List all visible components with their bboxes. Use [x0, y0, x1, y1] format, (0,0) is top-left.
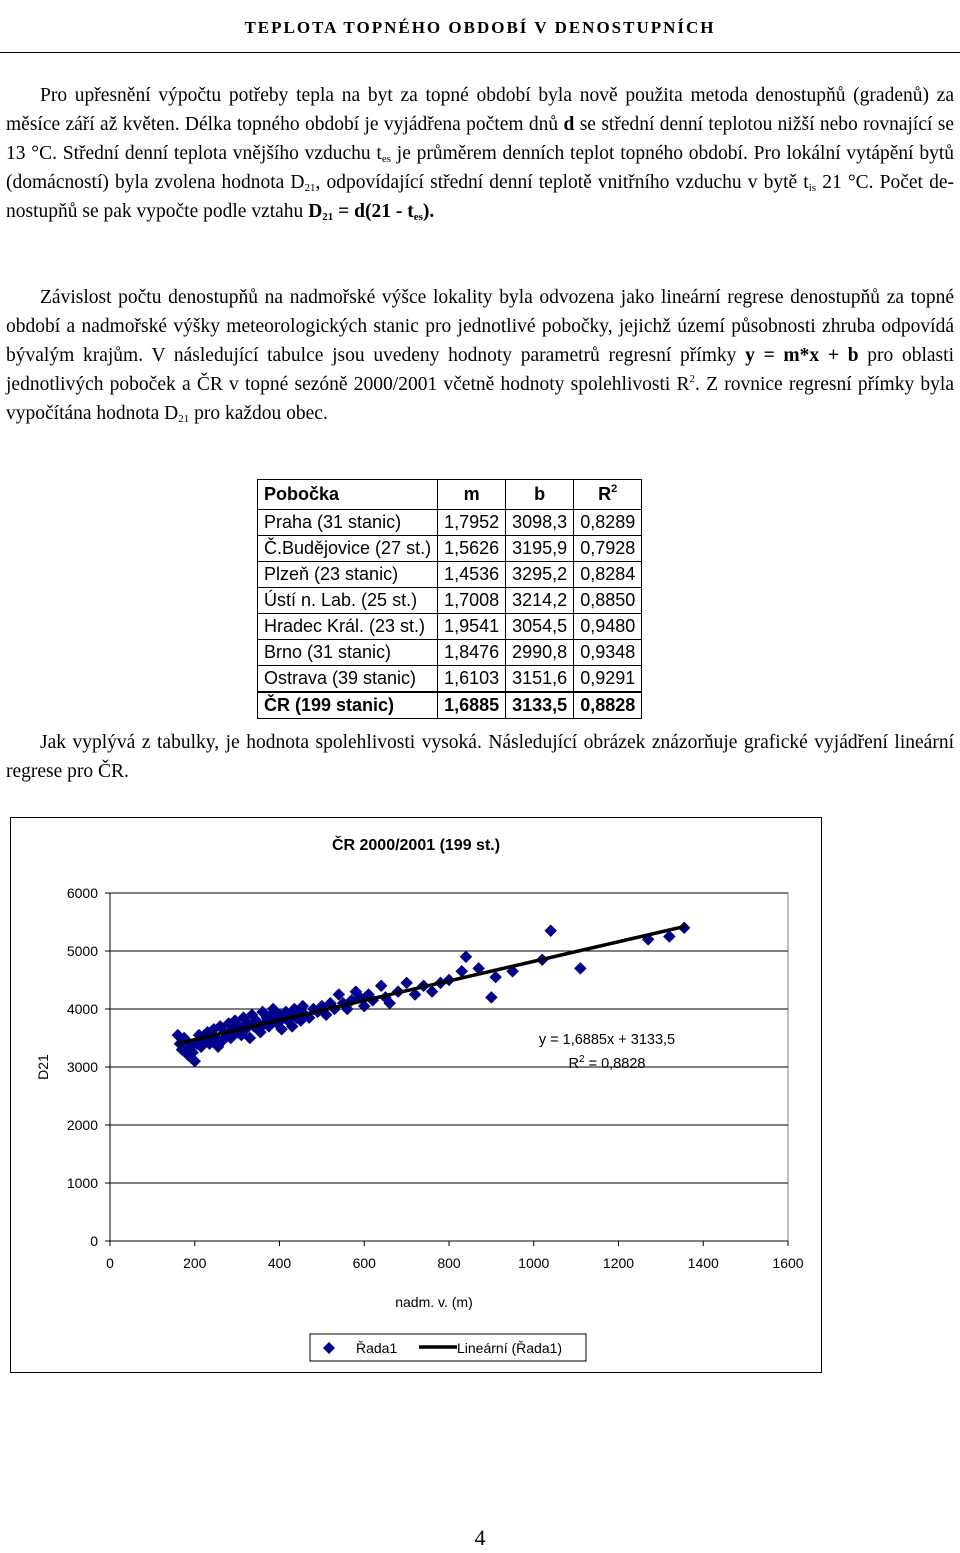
r2-sup: 2	[579, 1054, 585, 1065]
table-header-row	[258, 480, 642, 510]
paragraph-regression	[6, 283, 954, 428]
formula-d: D	[308, 201, 323, 222]
p1-formula	[308, 201, 434, 222]
p2-sup-2: 2	[689, 373, 695, 385]
r-sup: 2	[611, 483, 618, 495]
cell-m: 1,9541	[438, 614, 506, 640]
formula-sub-es: es	[413, 211, 423, 223]
y-tick-label: 5000	[66, 943, 98, 959]
chart-svg	[11, 818, 821, 1372]
x-tick-label: 1400	[687, 1255, 719, 1271]
cell-r-squared: 0,9291	[574, 666, 642, 693]
cell-name: Plzeň (23 stanic)	[258, 562, 438, 588]
paragraph-conclusion: Jak vyplývá z tabulky, je hodnota spolehlivosti vysoká. Následující obrázek znázorňuje grafické vyjádření lineární regrese pro ČR.	[6, 732, 954, 782]
cell-m: 1,4536	[438, 562, 506, 588]
table-row	[258, 510, 642, 536]
p1-text-3: je průměrem denních teplot topného období. Pro lokální vytápění bytů (domácností) byla zvolena hodnota D	[6, 143, 954, 193]
cell-name: Č.Budějovice (27 st.)	[258, 536, 438, 562]
cell-name: ČR (199 stanic)	[258, 692, 438, 719]
cell-b: 2990,8	[506, 640, 574, 666]
running-header: TEPLOTA TOPNÉHO OBDOBÍ V DENOSTUPNÍCH	[244, 18, 716, 37]
x-tick-label: 600	[352, 1255, 376, 1271]
cell-r-squared: 0,8828	[574, 692, 642, 719]
p2-text-1: Závislost počtu denostupňů na nadmořské výšce lokality byla odvozena jako lineární regrese denostupňů za topné období a nadmořské výšky meteorologických stanic pro jednotlivé pobočky, jejichž území působnosti zhruba odpovídá bývalým krajům. V následující tabulce jsou uvedeny hodnoty parametrů regresní přímky	[6, 287, 954, 366]
regression-chart	[10, 817, 822, 1373]
cell-name: Ostrava (39 stanic)	[258, 666, 438, 693]
y-tick-label: 2000	[66, 1117, 98, 1133]
cell-m: 1,7008	[438, 588, 506, 614]
cell-m: 1,8476	[438, 640, 506, 666]
y-tick-label: 4000	[66, 1001, 98, 1017]
y-axis-label: D21	[35, 1054, 51, 1080]
r2-letter: R	[568, 1056, 580, 1072]
cell-name: Brno (31 stanic)	[258, 640, 438, 666]
cell-r-squared: 0,8289	[574, 510, 642, 536]
page-number: 4	[474, 1525, 486, 1550]
table-row	[258, 536, 642, 562]
y-tick-label: 0	[90, 1233, 98, 1249]
x-axis-label: nadm. v. (m)	[395, 1294, 473, 1310]
table-row	[258, 588, 642, 614]
x-tick-label: 0	[106, 1255, 114, 1271]
y-tick-label: 3000	[66, 1059, 98, 1075]
p1-symbol-d: d	[563, 114, 575, 135]
y-tick-label: 6000	[66, 885, 98, 901]
cell-name: Praha (31 stanic)	[258, 510, 438, 536]
table-total-row	[258, 692, 642, 719]
cell-name: Hradec Král. (23 st.)	[258, 614, 438, 640]
p1-text-5: 21 °C. Počet denostupňů se pak vypočte podle vztahu	[6, 172, 954, 222]
cell-r-squared: 0,8284	[574, 562, 642, 588]
cell-r-squared: 0,9348	[574, 640, 642, 666]
cell-name: Ústí n. Lab. (25 st.)	[258, 588, 438, 614]
regression-parameters-table	[257, 479, 642, 719]
p2-text-3: . Z rovnice regresní přímky byla vypočítána hodnota D	[6, 374, 954, 424]
cell-b: 3133,5	[506, 692, 574, 719]
r2-value: = 0,8828	[584, 1056, 646, 1072]
x-tick-label: 1600	[772, 1255, 804, 1271]
col-header-r2	[574, 480, 642, 510]
cell-m: 1,6103	[438, 666, 506, 693]
cell-b: 3054,5	[506, 614, 574, 640]
legend-label-series: Řada1	[356, 1340, 398, 1356]
table-row	[258, 562, 642, 588]
cell-m: 1,5626	[438, 536, 506, 562]
cell-m: 1,6885	[438, 692, 506, 719]
cell-r-squared: 0,8850	[574, 588, 642, 614]
cell-b: 3151,6	[506, 666, 574, 693]
col-header-m: m	[438, 480, 506, 510]
formula-close: ).	[422, 201, 435, 222]
p1-sub-es: es	[381, 153, 392, 165]
formula-sub-21: 21	[322, 211, 334, 223]
p1-text-2: se střední denní teplotou nižší nebo rovnající se 13 °C. Střední denní teplota vnějšího vzduchu t	[6, 114, 954, 164]
p2-text-2: pro oblasti jednotlivých poboček a ČR v topné sezóně 2000/2001 včetně hodnoty spolehlivosti R	[6, 345, 954, 395]
p2-sub-21: 21	[178, 413, 190, 425]
legend-label-trendline: Lineární (Řada1)	[457, 1340, 563, 1356]
table-row	[258, 666, 642, 693]
regression-equation: y = 1,6885x + 3133,5	[538, 1032, 676, 1048]
chart-title: ČR 2000/2001 (199 st.)	[331, 837, 501, 854]
p1-sub-21: 21	[304, 182, 316, 194]
cell-b: 3195,9	[506, 536, 574, 562]
p1-text-1: Pro upřesnění výpočtu potřeby tepla na byt za topné období byla nově použita metoda denostupňů (gradenů) za měsíce září až květen. Délka topného období je vyjádřena počtem dnů	[6, 85, 954, 135]
p1-sub-is: is	[808, 182, 817, 194]
x-tick-label: 1200	[602, 1255, 635, 1271]
cell-r-squared: 0,7928	[574, 536, 642, 562]
y-tick-label: 1000	[66, 1175, 98, 1191]
cell-m: 1,7952	[438, 510, 506, 536]
x-tick-label: 1000	[518, 1255, 550, 1271]
col-header-b: b	[506, 480, 574, 510]
p1-text-4: , odpovídající střední denní teplotě vnitřního vzduchu v bytě t	[315, 172, 809, 193]
x-tick-label: 400	[267, 1255, 292, 1271]
table-row	[258, 614, 642, 640]
cell-b: 3295,2	[506, 562, 574, 588]
header-rule	[0, 52, 960, 53]
p2-formula: y = m*x + b	[745, 345, 859, 366]
cell-r-squared: 0,9480	[574, 614, 642, 640]
r-letter: R	[598, 484, 612, 504]
table-row	[258, 640, 642, 666]
x-tick-label: 800	[437, 1255, 461, 1271]
col-header-branch: Pobočka	[258, 480, 438, 510]
cell-b: 3214,2	[506, 588, 574, 614]
x-tick-label: 200	[183, 1255, 207, 1271]
cell-b: 3098,3	[506, 510, 574, 536]
paragraph-degree-days-method	[6, 81, 954, 226]
p2-text-4: pro každou obec.	[189, 403, 328, 424]
formula-eq: = d(21 - t	[333, 201, 414, 222]
